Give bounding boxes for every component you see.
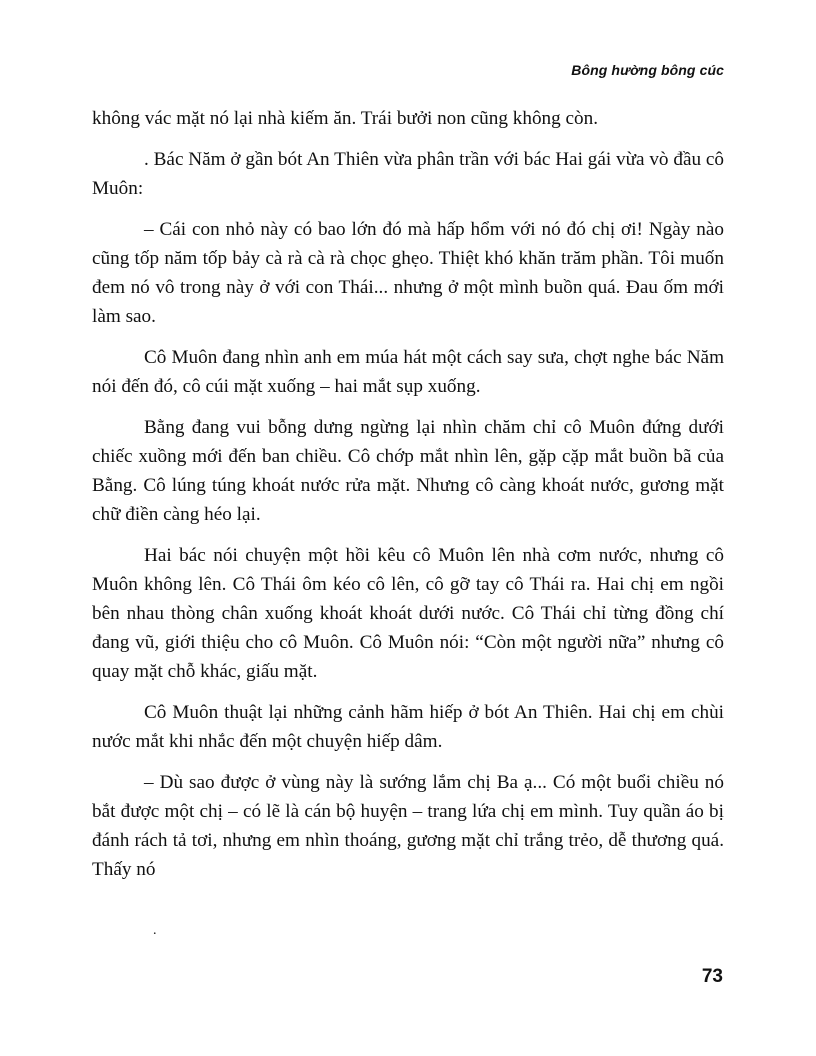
paragraph: . Bác Năm ở gần bót An Thiên vừa phân trần với bác Hai gái vừa vò đầu cô Muôn:	[92, 149, 724, 199]
paragraph-continuation: không vác mặt nó lại nhà kiếm ăn. Trái bưởi non cũng không còn.	[92, 108, 599, 129]
body-text	[92, 104, 724, 896]
running-header: Bông hường bông cúc	[571, 62, 724, 78]
paragraph: Cô Muôn đang nhìn anh em múa hát một cách say sưa, chợt nghe bác Năm nói đến đó, cô cúi mặt xuống – hai mắt sụp xuống.	[92, 347, 724, 397]
paragraph: Hai bác nói chuyện một hồi kêu cô Muôn lên nhà cơm nước, nhưng cô Muôn không lên. Cô Thái ôm kéo cô lên, cô gỡ tay cô Thái ra. Hai chị em ngồi bên nhau thòng chân xuống khoát khoát dưới nước. Cô Thái chỉ từng đồng chí đang vũ, giới thiệu cho cô Muôn. Cô Muôn nói: “Còn một người nữa” nhưng cô quay mặt chỗ khác, giấu mặt.	[92, 545, 724, 682]
paragraph-dialogue: – Dù sao được ở vùng này là sướng lắm chị Ba ạ... Có một buổi chiều nó bắt được một chị – có lẽ là cán bộ huyện – trang lứa chị em mình. Tuy quần áo bị đánh rách tả tơi, nhưng em nhìn thoáng, gương mặt chỉ trắng trẻo, dễ thương quá. Thấy nó	[92, 772, 724, 880]
paragraph-dialogue: – Cái con nhỏ này có bao lớn đó mà hấp hổm với nó đó chị ơi! Ngày nào cũng tốp năm tốp bảy cà rà cà rà chọc ghẹo. Thiệt khó khăn trăm phần. Tôi muốn đem nó vô trong này ở với con Thái... nhưng ở một mình buồn quá. Đau ốm mới làm sao.	[92, 219, 724, 327]
paragraph: Bằng đang vui bỗng dưng ngừng lại nhìn chăm chỉ cô Muôn đứng dưới chiếc xuồng mới đến ban chiều. Cô chớp mắt nhìn lên, gặp cặp mắt buồn bã của Bằng. Cô lúng túng khoát nước rửa mặt. Nhưng cô càng khoát nước, gương mặt chữ điền càng héo lại.	[92, 417, 724, 525]
paragraph: Cô Muôn thuật lại những cảnh hãm hiếp ở bót An Thiên. Hai chị em chùi nước mắt khi nhắc đến một chuyện hiếp dâm.	[92, 702, 724, 752]
page-number: 73	[701, 966, 723, 987]
stray-mark: .	[153, 923, 157, 938]
